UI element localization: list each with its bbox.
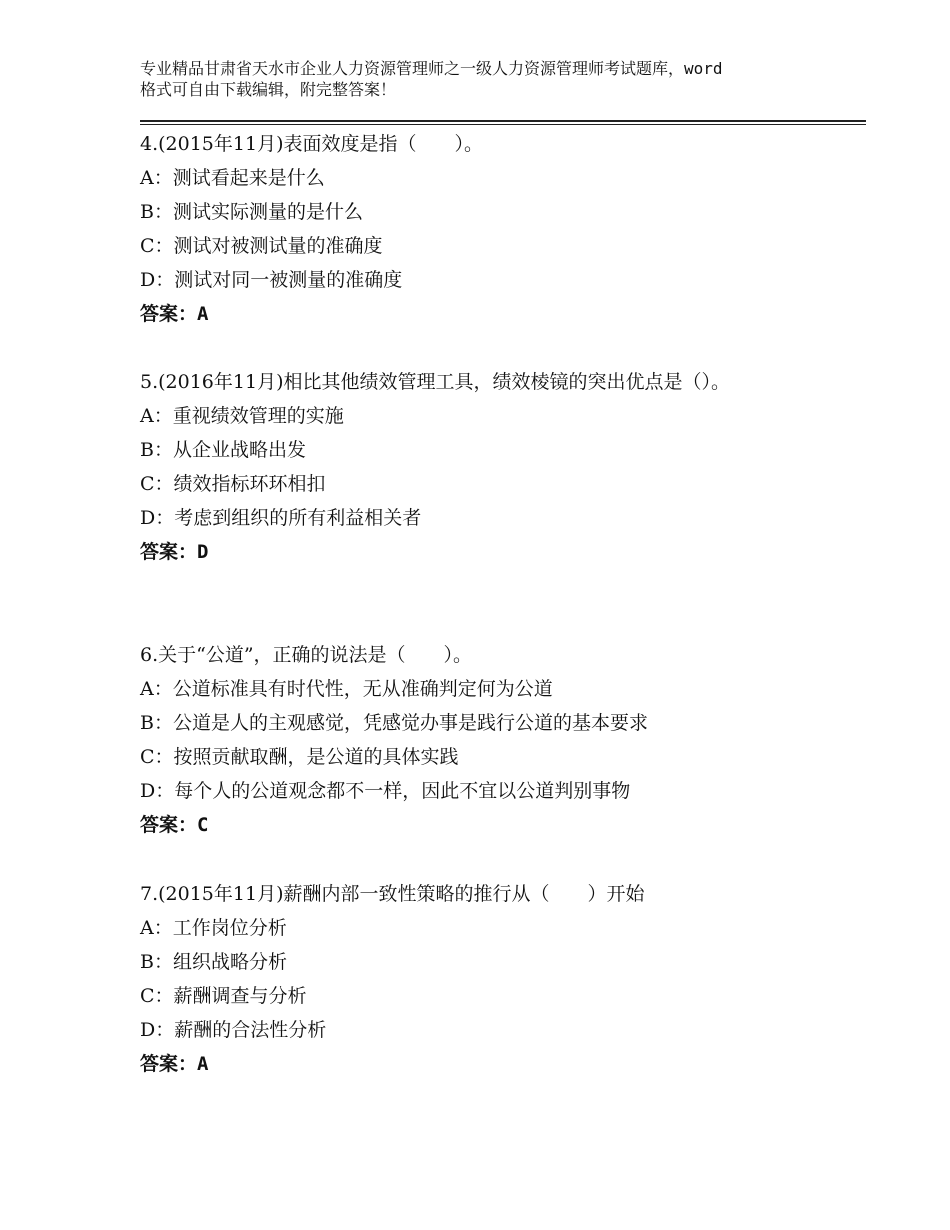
answer-label: 答案： [140, 1053, 198, 1075]
option-b: B：组织战略分析 [140, 951, 287, 973]
answer-value: D [197, 541, 209, 563]
question-title: 5.(2016年11月)相比其他绩效管理工具，绩效棱镜的突出优点是（）。 [140, 371, 730, 393]
header-line-2: 格式可自由下载编辑，附完整答案！ [140, 80, 397, 99]
question-4 [140, 127, 830, 331]
question-5 [140, 365, 780, 569]
option-c: C：薪酬调查与分析 [140, 985, 307, 1007]
answer-label: 答案： [140, 303, 198, 325]
option-a: A：测试看起来是什么 [140, 167, 325, 189]
option-b: B：测试实际测量的是什么 [140, 201, 363, 223]
header-divider-thick [140, 120, 866, 122]
option-a: A：工作岗位分析 [140, 917, 287, 939]
option-d: D：考虑到组织的所有利益相关者 [140, 507, 422, 529]
answer-label: 答案： [140, 814, 198, 836]
document-header [140, 58, 840, 100]
question-7 [140, 877, 830, 1081]
option-d: D：测试对同一被测量的准确度 [140, 269, 403, 291]
question-6 [140, 638, 830, 842]
option-d: D：每个人的公道观念都不一样，因此不宜以公道判别事物 [140, 780, 631, 802]
question-title: 6.关于“公道”，正确的说法是（ ）。 [140, 644, 473, 666]
answer-value: C [197, 814, 209, 836]
header-divider-thin [140, 124, 866, 125]
answer-value: A [197, 1053, 209, 1075]
question-title: 4.(2015年11月)表面效度是指（ ）。 [140, 133, 483, 155]
option-a: A：重视绩效管理的实施 [140, 405, 344, 427]
option-c: C：测试对被测试量的准确度 [140, 235, 383, 257]
option-b: B：公道是人的主观感觉，凭感觉办事是践行公道的基本要求 [140, 712, 648, 734]
option-c: C：绩效指标环环相扣 [140, 473, 326, 495]
answer-line [140, 1047, 830, 1081]
answer-line [140, 808, 830, 842]
question-title: 7.(2015年11月)薪酬内部一致性策略的推行从（ ）开始 [140, 883, 645, 905]
answer-value: A [197, 303, 209, 325]
answer-line [140, 535, 780, 569]
answer-label: 答案： [140, 541, 198, 563]
option-b: B：从企业战略出发 [140, 439, 306, 461]
header-line-1: 专业精品甘肃省天水市企业人力资源管理师之一级人力资源管理师考试题库，word [140, 59, 723, 78]
option-d: D：薪酬的合法性分析 [140, 1019, 327, 1041]
option-c: C：按照贡献取酬，是公道的具体实践 [140, 746, 459, 768]
option-a: A：公道标准具有时代性，无从准确判定何为公道 [140, 678, 553, 700]
answer-line [140, 297, 830, 331]
